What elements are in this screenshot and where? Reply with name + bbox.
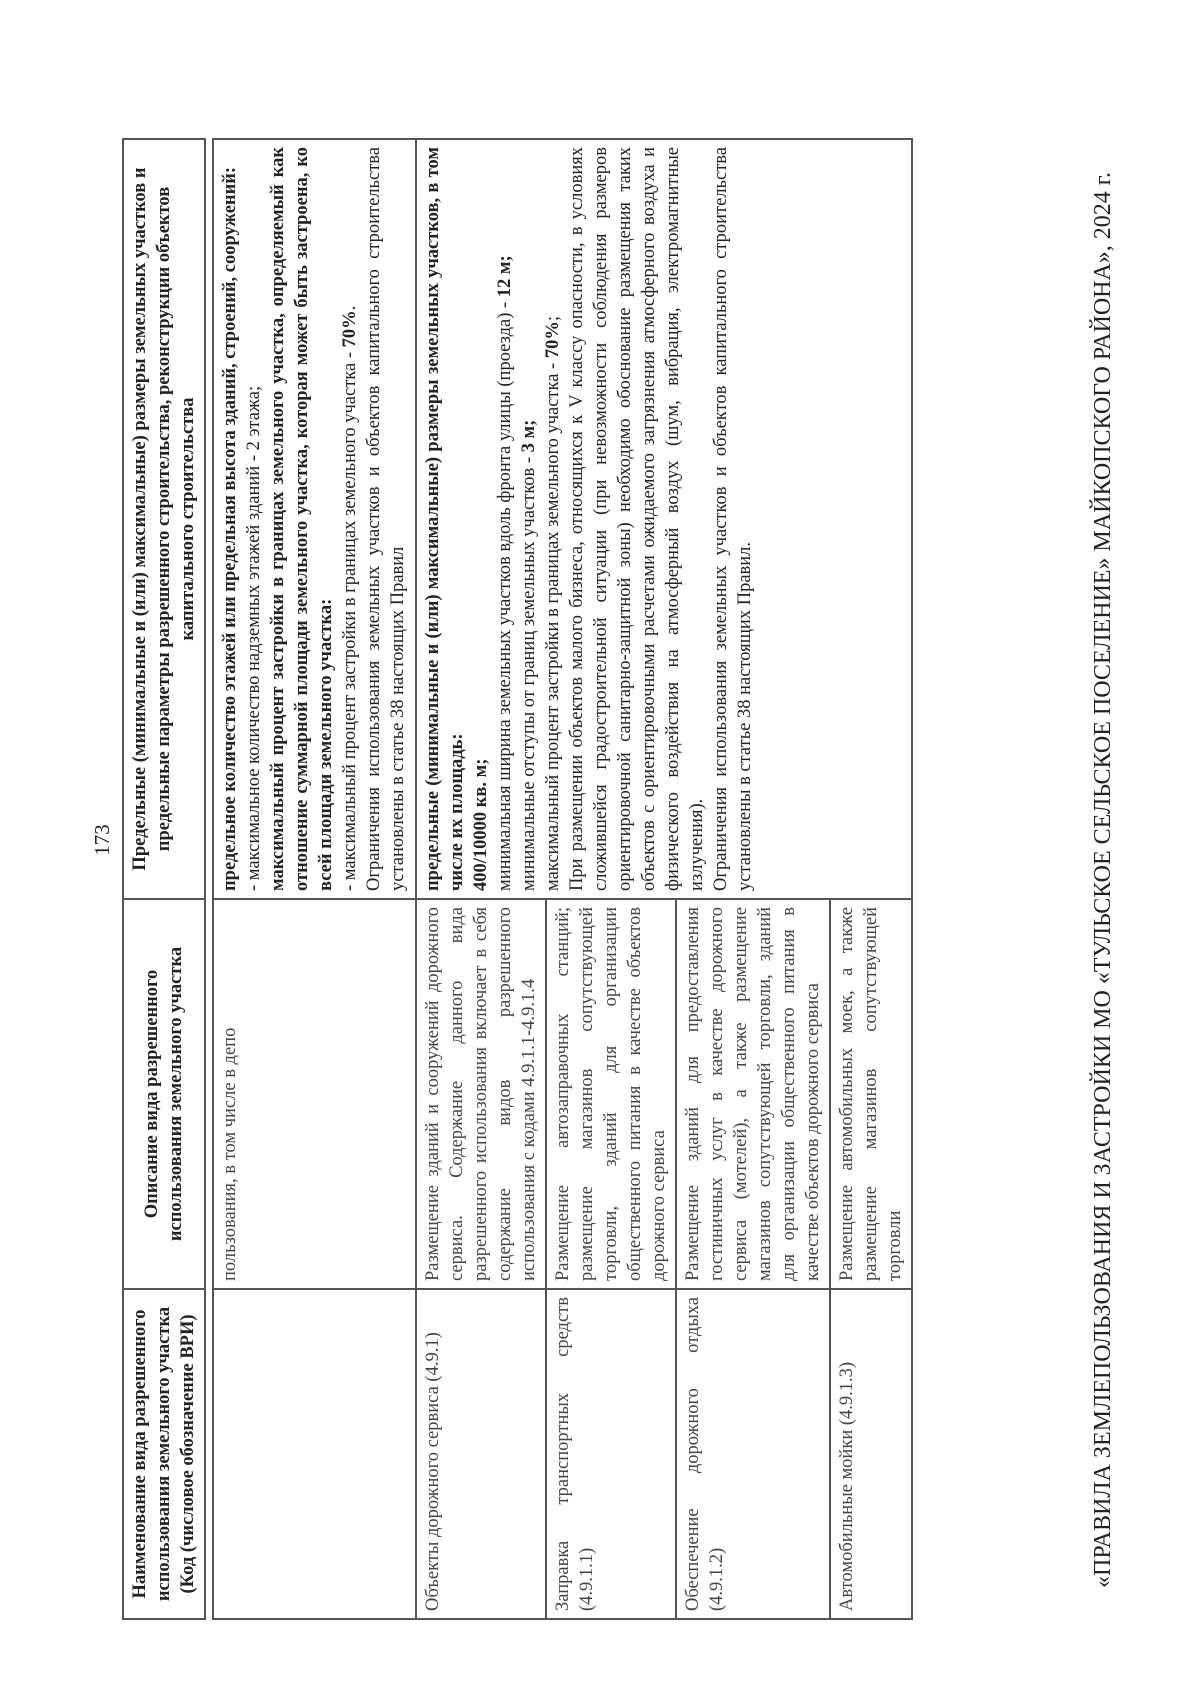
- table-header-row: [123, 139, 205, 1619]
- row0-description: пользования, в том числе в депо: [213, 899, 415, 1289]
- page-number: 173: [90, 824, 114, 856]
- header-parameters: Предельные (минимальные и (или) максимальные) размеры земельных участков и предельные параметры разрешенного строительства, реконструкции объектов капитального строительства: [123, 139, 205, 899]
- row3-description: Размещение зданий для предоставления гостиничных услуг в качестве дорожного сервиса (мотелей), а также размещение магазинов сопутствующей торговли, зданий для организации общественного питания в качестве объектов дорожного сервиса: [676, 899, 830, 1289]
- header-name: Наименование вида разрешенного использования земельного участка (Код (числовое обозначение ВРИ): [123, 1289, 205, 1619]
- row1-name: Объекты дорожного сервиса (4.9.1): [416, 1289, 546, 1619]
- row4-name: Автомобильные мойки (4.9.1.3): [830, 1289, 912, 1619]
- row2-name: Заправка транспортных средств (4.9.1.1): [546, 1289, 676, 1619]
- row3-name: Обеспечение дорожного отдыха (4.9.1.2): [676, 1289, 830, 1619]
- row1-parameters: предельные (минимальные и (или) максимальные) размеры земельных участков, в том числе их площадь: 400/10000 кв. м; минимальная ширина земельных участков вдоль фронта улицы (проезда) - 12 м; минимальные отступы от границ земельных участков - 3 м; максимальный процент застройки в границах земельного участка - 70%; При размещении объектов малого бизнеса, относящихся к V классу опасности, в условиях сложившейся градостроительной ситуации (при невозможности соблюдения размеров ориентировочной санитарно-защитной зоны) необходимо обоснование размещения таких объектов с ориентировочными расчетами ожидаемого загрязнения атмосферного воздуха и физического воздействия на атмосферный воздух (шум, вибрация, электромагнитные излучения). Ограничения использования земельных участков и объектов капитального строительства установлены в статье 38 настоящих Правил.: [416, 139, 913, 899]
- rotated-page: [90, 60, 1130, 1620]
- row4-description: Размещение автомобильных моек, а также размещение магазинов сопутствующей торговли: [830, 899, 912, 1289]
- row0-name: [213, 1289, 415, 1619]
- regulations-table: [122, 138, 913, 1620]
- table-row: [416, 139, 546, 1619]
- document-footer: «ПРАВИЛА ЗЕМЛЕПОЛЬЗОВАНИЯ И ЗАСТРОЙКИ МО «ТУЛЬСКОЕ СЕЛЬСКОЕ ПОСЕЛЕНИЕ» МАЙКОПСКОГО РАЙОНА», 2024 г.: [1090, 172, 1116, 1588]
- row2-description: Размещение автозаправочных станций; размещение магазинов сопутствующей торговли, зданий для организации общественного питания в качестве объектов дорожного сервиса: [546, 899, 676, 1289]
- row0-parameters: предельное количество этажей или предельная высота зданий, строений, сооружений: - максимальное количество надземных этажей зданий - 2 этажа; максимальный процент застройки в границах земельного участка, определяемый как отношение суммарной площади земельного участка, которая может быть застроена, ко всей площади земельного участка: - максимальный процент застройки в границах земельного участка - 70%. Ограничения использования земельных участков и объектов капитального строительства установлены в статье 38 настоящих Правил: [213, 139, 415, 899]
- header-description: Описание вида разрешенного использования земельного участка: [123, 899, 205, 1289]
- table-row: [213, 139, 415, 1619]
- row1-description: Размещение зданий и сооружений дорожного сервиса. Содержание данного вида разрешенного использования включает в себя содержание видов разрешенного использования с кодами 4.9.1.1-4.9.1.4: [416, 899, 546, 1289]
